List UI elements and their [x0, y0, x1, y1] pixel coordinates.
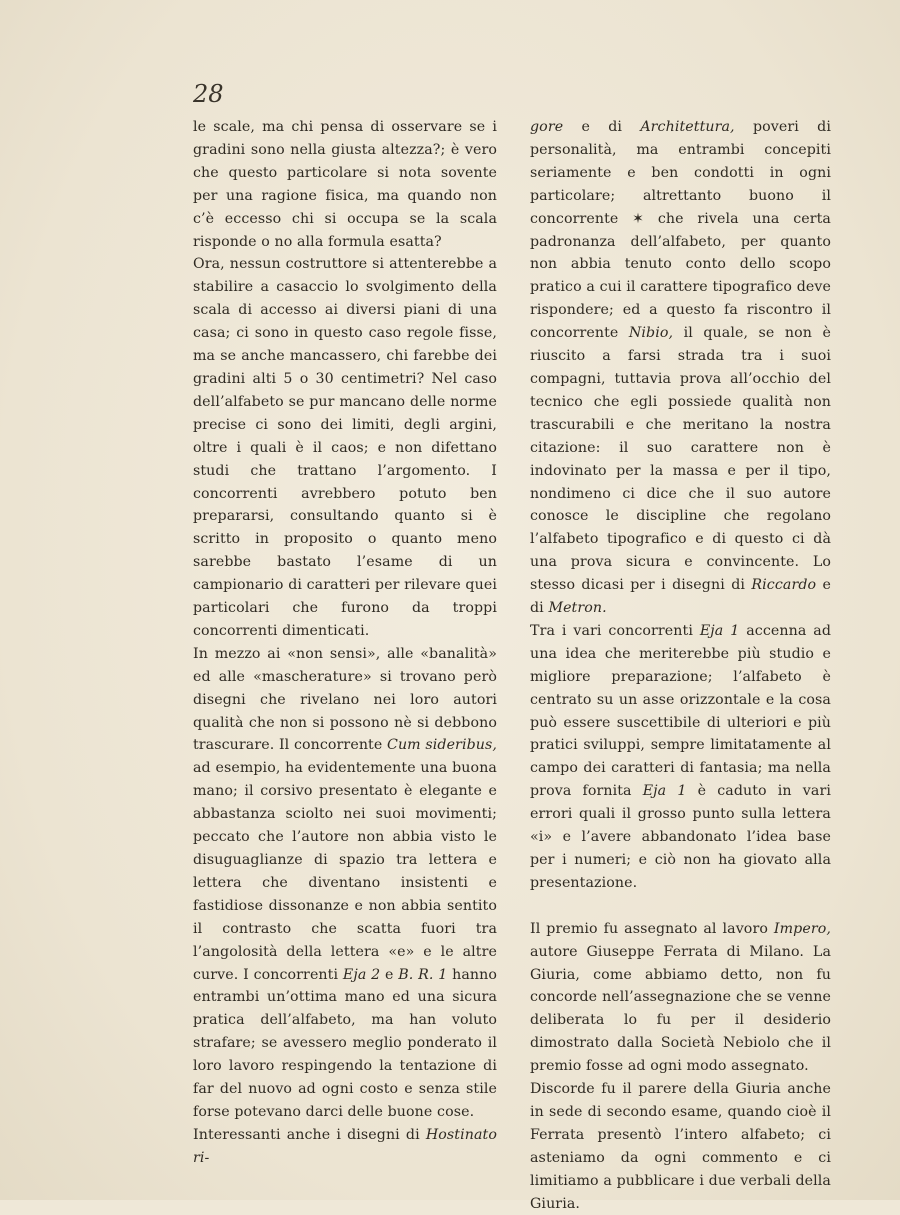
text-run: Ora, nessun costruttore si attenterebbe a stabilire a casaccio lo svolgimento della scala di accesso ai diversi piani di una casa; ci sono in questo caso regole fisse, ma se anche mancassero, chi farebbe dei gradini alti 5 o 30 centimetri? Nel caso dell’alfabeto se pur mancano delle norme precise ci sono dei limiti, degli argini, oltre i quali è il caos; e non difettano studi che trattano l’argomento. I concorrenti avrebbero potuto ben prepararsi, consultando quanto si è scritto in proposito o quanto meno sarebbe bastato l’esame di un campionario di caratteri per rilevare quei particolari che furono da troppi concorrenti dimenticati. [193, 256, 497, 639]
paragraph [530, 1078, 831, 1215]
italic-text-run: Eja 1 [642, 783, 687, 800]
text-run: e [380, 966, 399, 983]
paragraph [530, 116, 831, 620]
text-run: è caduto in vari errori quali il grosso punto sulla lettera «i» e l’avere abbandonato l’idea base per i numeri; e ciò non ha giovato alla presentazione. [530, 783, 831, 891]
paragraph [193, 643, 497, 1124]
italic-text-run: gore [530, 119, 564, 135]
text-run: poveri di personalità, ma entrambi concepiti seriamente e ben condotti in ogni particolare; altrettanto buono il concorrente ✶ che rivela una certa padronanza dell’alfabeto, per quanto non abbia tenuto conto dello scopo pratico a cui il carattere tipografico deve rispondere; ed a questo fa riscontro il concorrente [530, 119, 831, 342]
italic-text-run: B. R. 1 [398, 966, 448, 983]
paragraph [193, 1124, 497, 1170]
text-run: Discorde fu il parere della Giuria anche in sede di secondo esame, quando cioè il Ferrata presentò l’intero alfabeto; ci asteniamo da ogni commento e ci limitiamo a pubblicare i due verbali della Giuria. [530, 1081, 831, 1212]
text-run: Tra i vari concorrenti [530, 622, 700, 639]
text-run: Il premio fu assegnato al lavoro [530, 920, 774, 937]
italic-text-run: Metron. [548, 600, 607, 617]
italic-text-run: Impero, [773, 920, 831, 937]
text-run: In mezzo ai «non sensi», alle «banalità» ed alle «mascherature» si trovano però disegni che rivelano nei loro autori qualità che non si possono nè si debbono trascurare. Il concorrente [193, 645, 497, 754]
italic-text-run: Cum sideribus, [386, 737, 497, 754]
italic-text-run: Architettura, [640, 119, 735, 135]
italic-text-run: Hostinato ri- [193, 1126, 497, 1166]
left-text-column [193, 116, 497, 1170]
text-run: le scale, ma chi pensa di osservare se i gradini sono nella giusta altezza?; è vero che questo particolare si nota sovente per una ragione fisica, ma quando non c’è eccesso chi si occupa se la scala risponde o no alla formula esatta? [193, 119, 497, 250]
text-run: ad esempio, ha evidentemente una buona mano; il corsivo presentato è elegante e abbastanza sciolto nei suoi movimenti; peccato che l’autore non abbia visto le disuguaglianze di spazio tra lettera e lettera che diventano insistenti e fastidiose dissonanze e non abbia sentito il contrasto che scatta fuori tra l’angolosità della lettera «e» e le altre curve. I concorrenti [193, 760, 497, 983]
text-run: Interessanti anche i disegni di [193, 1126, 426, 1143]
italic-text-run: Eja 1 [699, 622, 740, 639]
paragraph [530, 918, 831, 1078]
right-text-column [530, 116, 831, 1215]
italic-text-run: Eja 2 [342, 966, 381, 983]
paragraph [193, 253, 497, 642]
text-run: e di [563, 119, 641, 135]
italic-text-run: Riccardo [751, 577, 817, 594]
page-number: 28 [193, 80, 224, 108]
text-run: e di [530, 577, 831, 617]
text-run: accenna ad una idea che meriterebbe più studio e migliore preparazione; l’alfabeto è centrato su un asse orizzontale e la cosa può essere suscettibile di ulteriori e più pratici sviluppi, sempre limitatamente al campo dei caratteri di fantasia; ma nella prova fornita [530, 622, 832, 800]
text-run: autore Giuseppe Ferrata di Milano. La Giuria, come abbiamo detto, non fu concorde nell’assegnazione che se venne deliberata lo fu per il desiderio dimostrato dalla Società Nebiolo che il premio fosse ad ogni modo assegnato. [530, 943, 831, 1075]
text-run: il quale, se non è riuscito a farsi strada tra i suoi compagni, tuttavia prova all’occhio del tecnico che egli possiede qualità non trascurabili e che meritano la nostra citazione: il suo carattere non è indovinato per la massa e per il tipo, nondimeno ci dice che il suo autore conosce le discipline che regolano l’alfabeto tipografico e di questo ci dà una prova sicura e convincente. Lo stesso dicasi per i disegni di [530, 325, 831, 594]
paragraph [530, 620, 831, 895]
italic-text-run: Nibio, [628, 325, 674, 342]
paragraph [193, 116, 497, 253]
text-run: hanno entrambi un’ottima mano ed una sicura pratica dell’alfabeto, ma han voluto strafare; se avessero meglio ponderato il loro lavoro respingendo la tentazione di far del nuovo ad ogni costo e senza stile forse potevano darci delle buone cose. [193, 966, 498, 1120]
